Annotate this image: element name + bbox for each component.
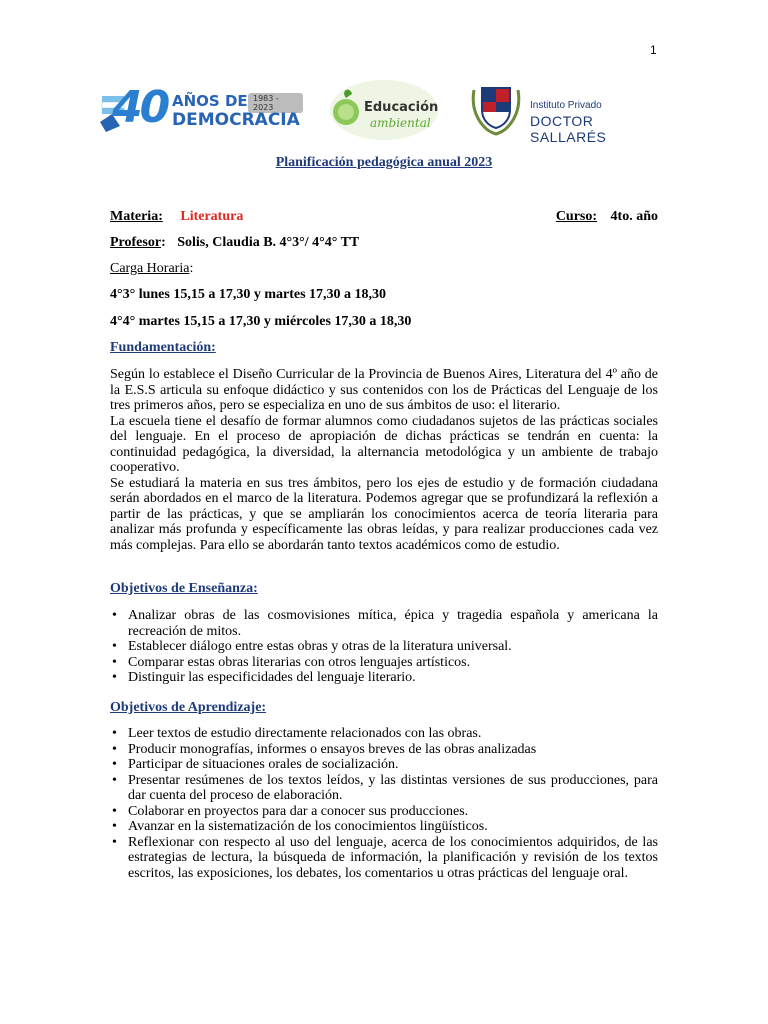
fundamentacion-text (110, 367, 658, 553)
instituto-logo (468, 82, 658, 145)
ensenanza-heading: Objetivos de Enseñanza: (110, 581, 258, 596)
shield-icon (468, 82, 524, 138)
profesor-value: Solis, Claudia B. 4°3°/ 4°4° TT (177, 235, 360, 250)
page-number: 1 (650, 43, 657, 57)
list-item: • Distinguir las especificidades del lenguaje literario. (112, 670, 416, 685)
profesor-row: Profesor: Solis, Claudia B. 4°3°/ 4°4° TT (110, 235, 360, 250)
list-item: • Analizar obras de las cosmovisiones mítica, épica y tragedia española y americana la recreación de mitos. (112, 608, 658, 639)
logo-number: 40 (112, 82, 168, 133)
fundamentacion-p2: La escuela tiene el desafío de formar alumnos como ciudadanos sujetos de las prácticas sociales del lenguaje. En el proceso de apropiación de dichas prácticas se tendrán en cuenta: la continuidad pedagógica, la diversidad, la alternancia metodológica y un ambiente de trabajo cooperativo. (110, 413, 658, 475)
aprendizaje-heading: Objetivos de Aprendizaje: (110, 700, 267, 715)
list-item: • Participar de situaciones orales de socialización. (112, 757, 399, 772)
carga-row: Carga Horaria: (110, 261, 194, 276)
fundamentacion-p1: Según lo establece el Diseño Curricular de la Provincia de Buenos Aires, Literatura del 4º año de la E.S.S articula su enfoque didáctico y sus contenidos con los de Prácticas del Lenguaje de los tres primeros años, pero se especializa en uno de sus ámbitos de uso: el literario. (110, 367, 658, 413)
logo-line1: AÑOS DE (172, 92, 248, 110)
list-item: • Establecer diálogo entre estas obras y otras de la literatura universal. (112, 639, 512, 654)
edu-line1: Educación (364, 100, 439, 115)
fundamentacion-p3: Se estudiará la materia en sus tres ámbitos, pero los ejes de estudio y de formación ciudadana serán abordados en el marco de la literatura. Podemos agregar que se profundizará la reflexión a partir de las prácticas, y que se ampliarán los conocimientos acerca de teoría literaria para analizar más profunda y específicamente las obras leídas, y para realizar producciones cada vez más complejas. Para ello se abordarán tanto textos académicos como de estudio. (110, 475, 658, 553)
header-logos (98, 76, 658, 146)
democracia-logo (98, 82, 303, 134)
list-item: • Reflexionar con respecto al uso del lenguaje, acerca de los conocimientos adquiridos, de las estrategias de lectura, la búsqueda de información, la planificación y revisión de los textos escritos, las exposiciones, los debates, los comentarios u otras prácticas del lenguaje oral. (112, 834, 658, 881)
list-item: • Avanzar en la sistematización de los conocimientos lingüísticos. (112, 819, 488, 834)
profesor-label: Profesor (110, 235, 162, 250)
materia-value: Literatura (180, 209, 244, 224)
ensenanza-list (110, 608, 658, 686)
carga-label: Carga Horaria (110, 261, 190, 276)
list-item: • Colaborar en proyectos para dar a conocer sus producciones. (112, 803, 469, 819)
list-item: • Leer textos de estudio directamente relacionados con las obras. (112, 726, 482, 741)
carga-line2: 4°4° martes 15,15 a 17,30 y miércoles 17,30 a 18,30 (110, 314, 412, 329)
edu-line2: ambiental (370, 116, 431, 130)
materia-label: Materia: (110, 209, 163, 224)
instituto-line1: Instituto Privado (530, 100, 602, 111)
curso-value: 4to. año (610, 209, 658, 224)
logo-line2: DEMOCRACIA (172, 110, 300, 130)
curso-block (556, 209, 658, 225)
carga-line1: 4°3° lunes 15,15 a 17,30 y martes 17,30 a 18,30 (110, 287, 387, 302)
logo-years: 1983 - 2023 (248, 93, 303, 113)
educacion-ambiental-logo (326, 76, 438, 142)
fundamentacion-heading: Fundamentación: (110, 340, 216, 355)
curso-label: Curso: (555, 209, 598, 224)
document-title: Planificación pedagógica anual 2023 (275, 155, 493, 170)
aprendizaje-list (110, 726, 658, 881)
list-item: • Comparar estas obras literarias con otros lenguajes artísticos. (112, 654, 471, 670)
list-item: • Presentar resúmenes de los textos leídos, y las distintas versiones de sus producciones, para dar cuenta del proceso de elaboración. (112, 772, 658, 803)
materia-row (110, 209, 658, 225)
list-item: • Producir monografías, informes o ensayos breves de las obras analizadas (112, 741, 537, 757)
instituto-line2: DOCTOR SALLARÉS (530, 113, 607, 145)
